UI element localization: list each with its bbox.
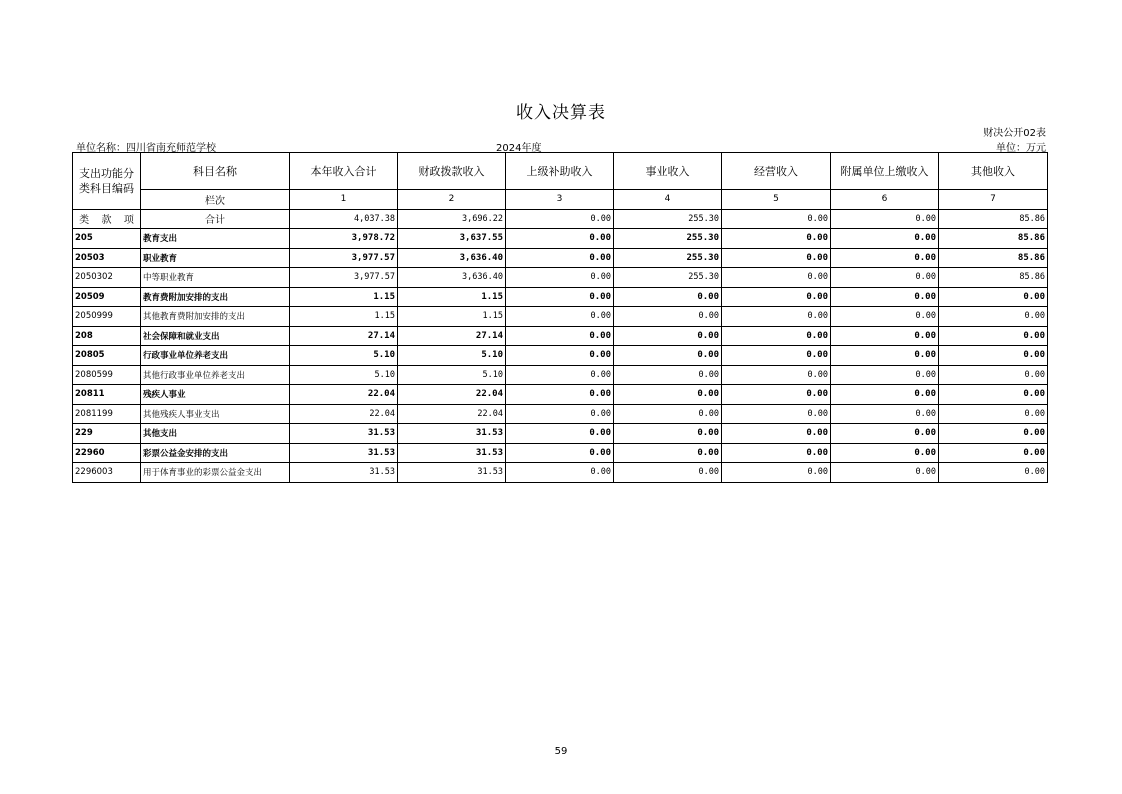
row-index-num: 3 bbox=[506, 190, 614, 210]
row-code: 20509 bbox=[73, 287, 141, 307]
row-value: 22.04 bbox=[290, 404, 398, 424]
row-value: 0.00 bbox=[506, 307, 614, 327]
row-subject-name: 其他支出 bbox=[141, 424, 290, 444]
row-index bbox=[73, 190, 1048, 210]
row-value: 0.00 bbox=[831, 307, 939, 327]
row-value: 255.30 bbox=[614, 268, 722, 288]
row-value: 0.00 bbox=[831, 287, 939, 307]
row-value: 1.15 bbox=[398, 287, 506, 307]
row-value: 31.53 bbox=[290, 424, 398, 444]
total-label: 合计 bbox=[141, 209, 290, 229]
row-code: 2296003 bbox=[73, 463, 141, 483]
row-value: 0.00 bbox=[614, 307, 722, 327]
row-value: 0.00 bbox=[506, 287, 614, 307]
table-row bbox=[73, 443, 1048, 463]
row-value: 0.00 bbox=[722, 287, 831, 307]
row-value: 22.04 bbox=[398, 404, 506, 424]
row-value: 85.86 bbox=[939, 248, 1048, 268]
row-index-num: 2 bbox=[398, 190, 506, 210]
row-value: 0.00 bbox=[614, 326, 722, 346]
row-value: 0.00 bbox=[722, 307, 831, 327]
row-value: 0.00 bbox=[506, 443, 614, 463]
row-value: 0.00 bbox=[506, 365, 614, 385]
row-value: 0.00 bbox=[506, 404, 614, 424]
row-code: 20805 bbox=[73, 346, 141, 366]
row-value: 0.00 bbox=[831, 326, 939, 346]
table-row bbox=[73, 287, 1048, 307]
table-row bbox=[73, 385, 1048, 405]
row-code: 2080599 bbox=[73, 365, 141, 385]
row-value: 0.00 bbox=[831, 424, 939, 444]
row-value: 0.00 bbox=[506, 385, 614, 405]
row-value: 0.00 bbox=[614, 443, 722, 463]
row-subject-name: 其他残疾人事业支出 bbox=[141, 404, 290, 424]
table-row bbox=[73, 346, 1048, 366]
row-value: 1.15 bbox=[290, 307, 398, 327]
total-value: 3,696.22 bbox=[398, 209, 506, 229]
col-header-other: 其他收入 bbox=[939, 153, 1048, 190]
col-header-affiliated: 附属单位上缴收入 bbox=[831, 153, 939, 190]
row-value: 0.00 bbox=[506, 268, 614, 288]
row-value: 0.00 bbox=[722, 365, 831, 385]
table-row bbox=[73, 307, 1048, 327]
row-value: 0.00 bbox=[831, 385, 939, 405]
row-value: 31.53 bbox=[398, 463, 506, 483]
row-value: 0.00 bbox=[506, 326, 614, 346]
row-subject-name: 彩票公益金安排的支出 bbox=[141, 443, 290, 463]
row-value: 0.00 bbox=[722, 443, 831, 463]
row-value: 3,978.72 bbox=[290, 229, 398, 249]
row-subject-name: 中等职业教育 bbox=[141, 268, 290, 288]
row-value: 0.00 bbox=[831, 404, 939, 424]
row-value: 0.00 bbox=[614, 404, 722, 424]
row-value: 0.00 bbox=[506, 346, 614, 366]
row-code: 20811 bbox=[73, 385, 141, 405]
row-value: 0.00 bbox=[939, 365, 1048, 385]
row-value: 0.00 bbox=[831, 463, 939, 483]
row-code: 2050999 bbox=[73, 307, 141, 327]
form-code: 财决公开02表 bbox=[983, 128, 1046, 139]
row-subject-name: 残疾人事业 bbox=[141, 385, 290, 405]
row-value: 0.00 bbox=[831, 443, 939, 463]
total-row bbox=[73, 209, 1048, 229]
row-value: 0.00 bbox=[506, 248, 614, 268]
level-label-section: 款 bbox=[101, 215, 112, 227]
row-subject-name: 其他行政事业单位养老支出 bbox=[141, 365, 290, 385]
row-value: 0.00 bbox=[722, 385, 831, 405]
row-value: 0.00 bbox=[614, 287, 722, 307]
row-value: 0.00 bbox=[939, 287, 1048, 307]
row-value: 5.10 bbox=[398, 346, 506, 366]
row-value: 22.04 bbox=[398, 385, 506, 405]
row-value: 0.00 bbox=[939, 346, 1048, 366]
row-value: 0.00 bbox=[722, 268, 831, 288]
row-subject-name: 教育支出 bbox=[141, 229, 290, 249]
row-code: 229 bbox=[73, 424, 141, 444]
row-value: 0.00 bbox=[722, 326, 831, 346]
fiscal-year: 2024年度 bbox=[496, 143, 542, 154]
table-row bbox=[73, 365, 1048, 385]
row-index-num: 1 bbox=[290, 190, 398, 210]
row-value: 0.00 bbox=[831, 365, 939, 385]
row-value: 3,977.57 bbox=[290, 248, 398, 268]
row-value: 0.00 bbox=[939, 326, 1048, 346]
row-index-num: 5 bbox=[722, 190, 831, 210]
table-row bbox=[73, 248, 1048, 268]
total-value: 85.86 bbox=[939, 209, 1048, 229]
row-subject-name: 行政事业单位养老支出 bbox=[141, 346, 290, 366]
row-subject-name: 其他教育费附加安排的支出 bbox=[141, 307, 290, 327]
page-title: 收入决算表 bbox=[516, 103, 606, 123]
row-index-num: 4 bbox=[614, 190, 722, 210]
level-label-class: 类 bbox=[79, 215, 90, 227]
row-value: 0.00 bbox=[614, 346, 722, 366]
total-value: 0.00 bbox=[722, 209, 831, 229]
row-value: 0.00 bbox=[831, 229, 939, 249]
row-subject-name: 社会保障和就业支出 bbox=[141, 326, 290, 346]
row-value: 0.00 bbox=[722, 404, 831, 424]
level-label-item: 项 bbox=[123, 215, 134, 227]
row-value: 0.00 bbox=[939, 463, 1048, 483]
row-value: 5.10 bbox=[290, 365, 398, 385]
row-value: 255.30 bbox=[614, 248, 722, 268]
row-value: 3,637.55 bbox=[398, 229, 506, 249]
row-value: 31.53 bbox=[398, 443, 506, 463]
row-value: 0.00 bbox=[506, 463, 614, 483]
row-value: 0.00 bbox=[722, 248, 831, 268]
row-index-num: 7 bbox=[939, 190, 1048, 210]
col-header-operation: 经营收入 bbox=[722, 153, 831, 190]
row-code: 208 bbox=[73, 326, 141, 346]
income-table bbox=[72, 152, 1048, 483]
row-value: 22.04 bbox=[290, 385, 398, 405]
row-value: 1.15 bbox=[398, 307, 506, 327]
row-value: 0.00 bbox=[614, 365, 722, 385]
page-number: 59 bbox=[554, 746, 568, 757]
row-code: 22960 bbox=[73, 443, 141, 463]
row-value: 0.00 bbox=[939, 404, 1048, 424]
row-value: 31.53 bbox=[398, 424, 506, 444]
row-index-label: 栏次 bbox=[141, 190, 290, 210]
table-row bbox=[73, 326, 1048, 346]
row-value: 3,977.57 bbox=[290, 268, 398, 288]
row-code: 20503 bbox=[73, 248, 141, 268]
col-header-fiscal: 财政拨款收入 bbox=[398, 153, 506, 190]
row-value: 0.00 bbox=[722, 463, 831, 483]
row-value: 255.30 bbox=[614, 229, 722, 249]
row-value: 0.00 bbox=[831, 248, 939, 268]
row-value: 0.00 bbox=[939, 385, 1048, 405]
row-value: 0.00 bbox=[722, 346, 831, 366]
col-header-subject-name: 科目名称 bbox=[141, 153, 290, 190]
currency-unit: 单位：万元 bbox=[996, 143, 1046, 154]
row-subject-name: 用于体育事业的彩票公益金支出 bbox=[141, 463, 290, 483]
row-value: 0.00 bbox=[722, 424, 831, 444]
table-row bbox=[73, 229, 1048, 249]
row-value: 0.00 bbox=[614, 385, 722, 405]
level-labels bbox=[73, 209, 141, 229]
row-code: 2050302 bbox=[73, 268, 141, 288]
row-value: 31.53 bbox=[290, 463, 398, 483]
row-value: 0.00 bbox=[831, 268, 939, 288]
row-value: 0.00 bbox=[831, 346, 939, 366]
col-header-subsidy: 上级补助收入 bbox=[506, 153, 614, 190]
row-value: 27.14 bbox=[290, 326, 398, 346]
row-value: 0.00 bbox=[506, 229, 614, 249]
row-value: 3,636.40 bbox=[398, 268, 506, 288]
row-subject-name: 职业教育 bbox=[141, 248, 290, 268]
unit-name: 单位名称：四川省南充师范学校 bbox=[76, 143, 216, 154]
row-value: 1.15 bbox=[290, 287, 398, 307]
row-value: 0.00 bbox=[939, 307, 1048, 327]
row-value: 5.10 bbox=[290, 346, 398, 366]
total-value: 0.00 bbox=[831, 209, 939, 229]
row-value: 5.10 bbox=[398, 365, 506, 385]
row-value: 0.00 bbox=[614, 463, 722, 483]
table-row bbox=[73, 463, 1048, 483]
row-value: 27.14 bbox=[398, 326, 506, 346]
row-value: 31.53 bbox=[290, 443, 398, 463]
col-header-business: 事业收入 bbox=[614, 153, 722, 190]
row-value: 0.00 bbox=[939, 424, 1048, 444]
row-value: 0.00 bbox=[722, 229, 831, 249]
row-value: 0.00 bbox=[506, 424, 614, 444]
total-value: 4,037.38 bbox=[290, 209, 398, 229]
row-code: 2081199 bbox=[73, 404, 141, 424]
row-code: 205 bbox=[73, 229, 141, 249]
row-value: 85.86 bbox=[939, 229, 1048, 249]
row-index-num: 6 bbox=[831, 190, 939, 210]
meta-row bbox=[76, 139, 1046, 152]
total-value: 255.30 bbox=[614, 209, 722, 229]
table-row bbox=[73, 424, 1048, 444]
row-value: 85.86 bbox=[939, 268, 1048, 288]
total-value: 0.00 bbox=[506, 209, 614, 229]
row-value: 0.00 bbox=[614, 424, 722, 444]
row-subject-name: 教育费附加安排的支出 bbox=[141, 287, 290, 307]
table-row bbox=[73, 404, 1048, 424]
row-value: 0.00 bbox=[939, 443, 1048, 463]
col-header-total-income: 本年收入合计 bbox=[290, 153, 398, 190]
table-row bbox=[73, 268, 1048, 288]
col-header-func-code: 支出功能分类科目编码 bbox=[73, 153, 141, 210]
row-value: 3,636.40 bbox=[398, 248, 506, 268]
